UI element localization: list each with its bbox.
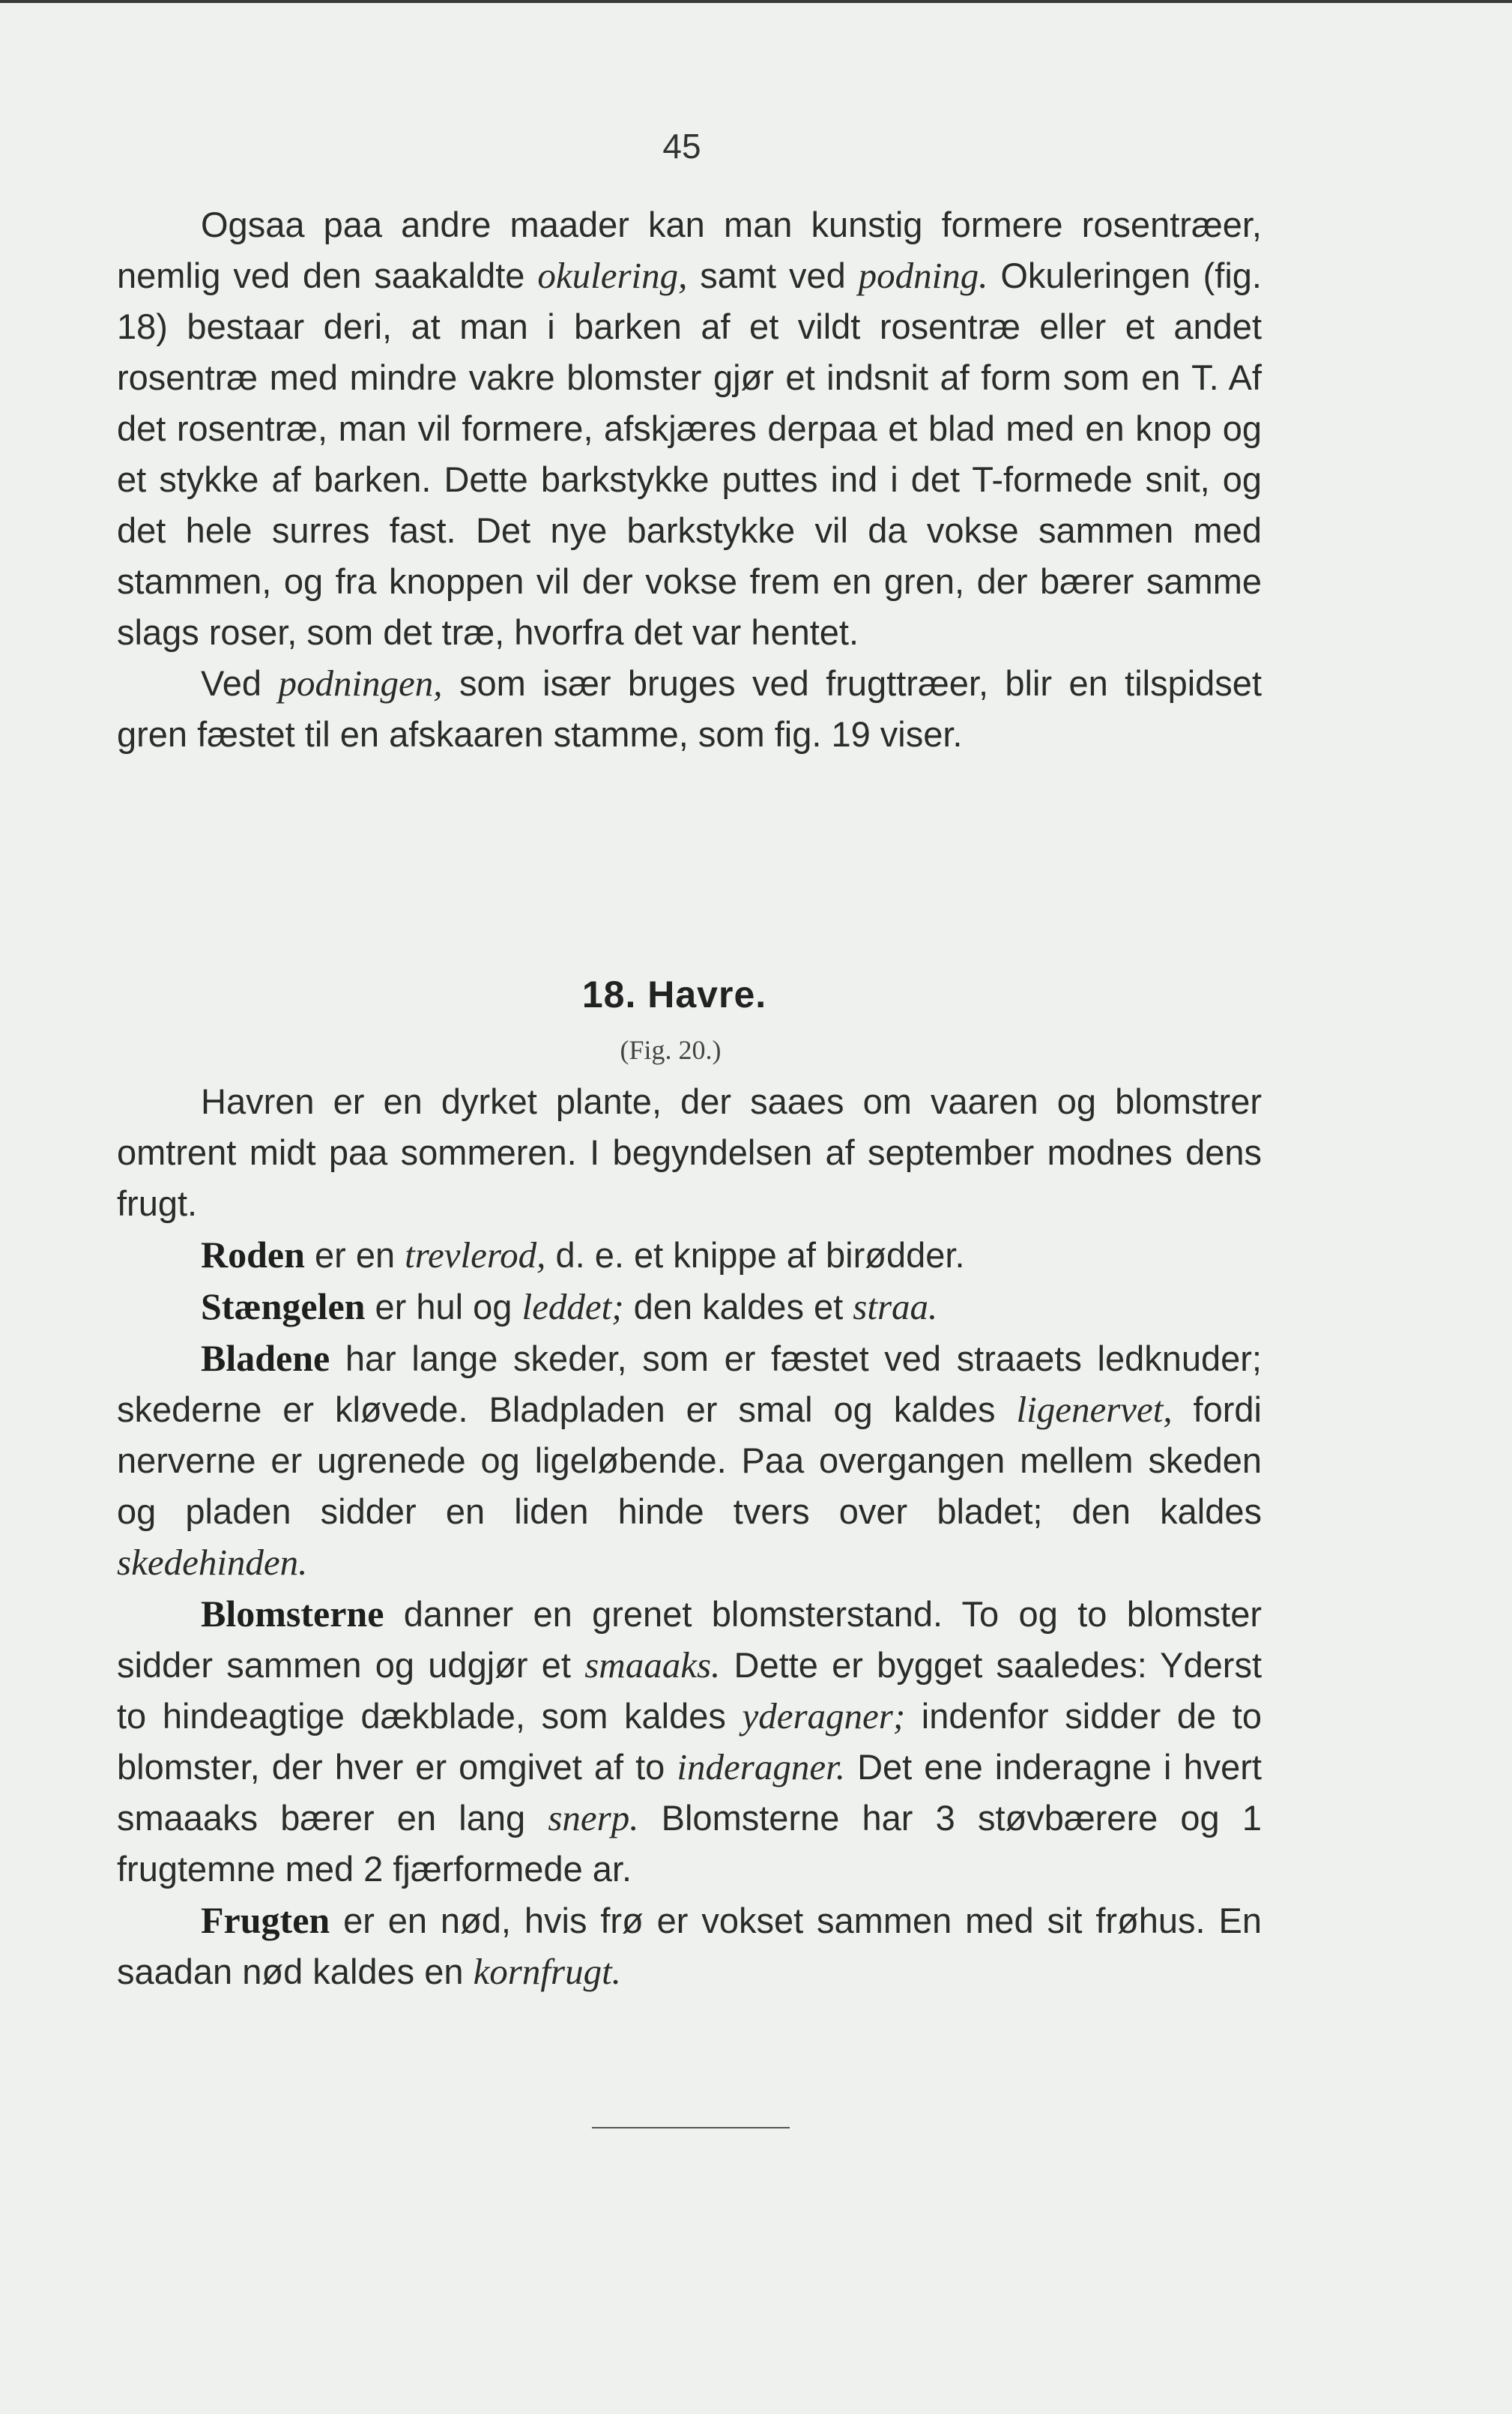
section-heading: 18. Havre. — [581, 974, 767, 1016]
term-staengelen: Stængelen — [201, 1285, 366, 1327]
paragraph-bladene: Bladene har lange skeder, som er fæstet ved straaets ledknuder; skederne er kløvede. Bladpladen er smal og kaldes ligenervet, fordi nerverne er ugrenede og ligeløbende. Paa overgangen mellem skeden og pladen sidder en liden hinde tvers over bladet; den kaldes skedehinden. — [117, 1337, 1262, 1583]
paragraph-okulering: Ogsaa paa andre maader kan man kunstig formere rosentræer, nemlig ved den saakaldte okulering, samt ved podning. Okuleringen (fig. 18) bestaar deri, at man i barken af et vildt rosentræ eller et andet rosentræ med mindre vakre blomster gjør et indsnit af form som en T. Af det rosentræ, man vil formere, afskjæres derpaa et blad med en knop og et stykke af barken. Dette barkstykke puttes ind i det T-formede snit, og det hele surres fast. Det nye barkstykke vil da vokse sammen med stammen, og fra knoppen vil der vokse frem en gren, der bærer samme slags roser, som det træ, hvorfra det var hentet. — [117, 205, 1262, 652]
paragraph-blomsterne: Blomsterne danner en grenet blomsterstand. To og to blomster sidder sammen og udgjør et smaaaks. Dette er bygget saaledes: Yderst to hindeagtige dækblade, som kaldes yderagner; indenfor sidder de to blomster, der hver er omgivet af to inderagner. Det ene inderagne i hvert smaaaks bærer en lang snerp. Blomsterne har 3 støvbærere og 1 frugtemne med 2 fjærformede ar. — [117, 1593, 1262, 1889]
term-podningen: podningen, — [278, 663, 443, 704]
page-top-border — [0, 0, 1512, 3]
page-number: 45 — [662, 127, 701, 166]
paragraph-staengelen: Stængelen er hul og leddet; den kaldes et straa. — [201, 1285, 938, 1327]
intro-text — [117, 199, 1262, 760]
figure-reference: (Fig. 20.) — [620, 1035, 722, 1065]
term-blomsterne: Blomsterne — [201, 1593, 384, 1635]
paragraph-frugten: Frugten er en nød, hvis frø er vokset sammen med sit frøhus. En saadan nød kaldes en kornfrugt. — [117, 1899, 1262, 1992]
term-roden: Roden — [201, 1234, 305, 1276]
paragraph-roden: Roden er en trevlerod, d. e. et knippe af birødder. — [201, 1234, 965, 1276]
term-frugten: Frugten — [201, 1899, 330, 1941]
section-body — [117, 1076, 1262, 1997]
term-podning: podning. — [858, 255, 988, 296]
section-end-rule — [592, 2127, 790, 2128]
paragraph-podningen: Ved podningen, som især bruges ved frugttræer, blir en tilspidset gren fæstet til en afskaaren stamme, som fig. 19 viser. — [117, 663, 1262, 754]
term-bladene: Bladene — [201, 1337, 330, 1379]
paragraph-havren: Havren er en dyrket plante, der saaes om vaaren og blomstrer omtrent midt paa sommeren. I begyndelsen af september modnes dens frugt. — [117, 1081, 1262, 1223]
term-okulering: okulering, — [537, 255, 688, 296]
